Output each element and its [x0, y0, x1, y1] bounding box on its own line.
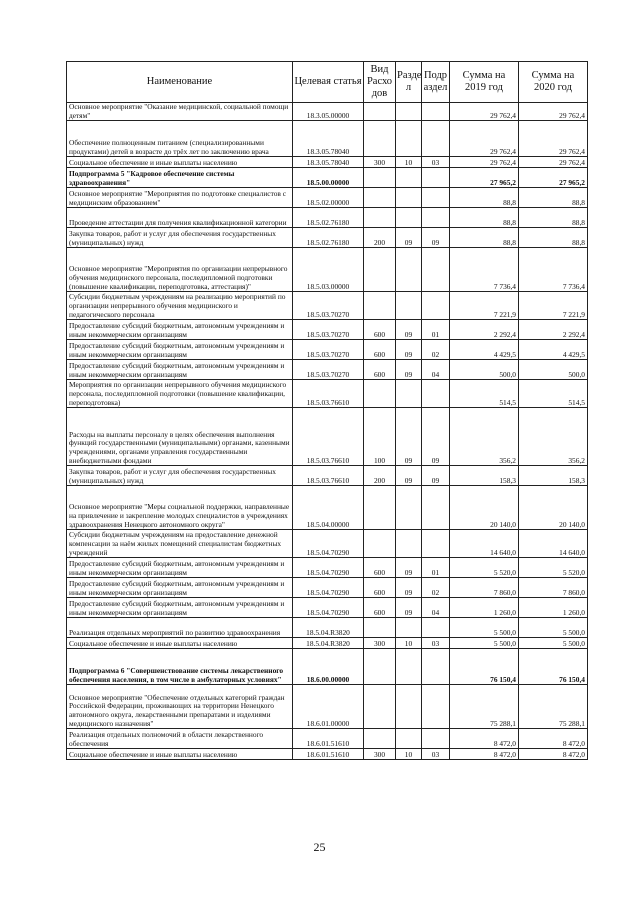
row-name: Обеспечение полноценным питанием (специализированными продуктами) детей в возрасте до трёх лет по заключению врача: [67, 121, 293, 157]
row-name: Предоставление субсидий бюджетным, автономным учреждениям и иным некоммерческим организациям: [67, 360, 293, 380]
row-sum-2020: 8 472,0: [519, 749, 588, 760]
row-rz: [396, 292, 422, 320]
row-name: Расходы на выплаты персоналу в целях обеспечения выполнения функций государственными (муниципальными) органами, казенными учреждениями, органами управления государственными внебюджетными фондами: [67, 408, 293, 466]
row-code: 18.5.04.R3820: [293, 638, 364, 649]
row-rz: [396, 248, 422, 292]
budget-table-sheet: [66, 61, 587, 760]
table-row: [67, 188, 588, 208]
row-name: Подпрограмма 6 "Совершенствование системы лекарственного обеспечения населения, в том числе в амбулаторных условиях": [67, 649, 293, 685]
row-code: 18.5.03.76610: [293, 408, 364, 466]
row-pr: [422, 292, 450, 320]
row-pr: [422, 685, 450, 729]
row-sum-2020: 5 520,0: [519, 558, 588, 578]
row-vid: [364, 530, 396, 558]
row-sum-2019: 7 221,9: [450, 292, 519, 320]
row-code: 18.6.01.00000: [293, 685, 364, 729]
table-row: [67, 340, 588, 360]
row-sum-2019: 5 500,0: [450, 618, 519, 638]
row-pr: 09: [422, 228, 450, 248]
row-name: Подпрограмма 5 "Кадровое обеспечение системы здравоохранения": [67, 168, 293, 188]
row-sum-2019: 88,8: [450, 228, 519, 248]
row-sum-2019: 5 520,0: [450, 558, 519, 578]
row-code: 18.5.02.76180: [293, 228, 364, 248]
row-vid: 300: [364, 638, 396, 649]
row-rz: [396, 530, 422, 558]
row-pr: [422, 380, 450, 408]
row-sum-2019: 514,5: [450, 380, 519, 408]
row-rz: 09: [396, 578, 422, 598]
row-rz: [396, 121, 422, 157]
row-pr: 09: [422, 408, 450, 466]
row-sum-2019: 20 140,0: [450, 486, 519, 530]
row-sum-2019: 75 288,1: [450, 685, 519, 729]
row-pr: [422, 530, 450, 558]
row-code: 18.5.03.70270: [293, 292, 364, 320]
row-code: 18.5.04.70290: [293, 578, 364, 598]
row-vid: 200: [364, 228, 396, 248]
table-row: [67, 208, 588, 228]
row-rz: 09: [396, 558, 422, 578]
table-row: [67, 685, 588, 729]
budget-table: [66, 61, 588, 760]
row-name: Социальное обеспечение и иные выплаты населению: [67, 749, 293, 760]
row-sum-2019: 158,3: [450, 466, 519, 486]
row-vid: [364, 292, 396, 320]
row-code: 18.5.03.76610: [293, 380, 364, 408]
row-pr: 02: [422, 578, 450, 598]
row-sum-2020: 29 762,4: [519, 157, 588, 168]
row-rz: [396, 168, 422, 188]
row-pr: 02: [422, 340, 450, 360]
header-code: Целевая статья: [293, 62, 364, 103]
row-sum-2019: 29 762,4: [450, 103, 519, 121]
row-sum-2019: 8 472,0: [450, 749, 519, 760]
row-code: 18.5.02.76180: [293, 208, 364, 228]
row-pr: [422, 649, 450, 685]
row-sum-2020: 500,0: [519, 360, 588, 380]
header-sum-2020: Сумма на 2020 год: [519, 62, 588, 103]
row-rz: [396, 208, 422, 228]
row-code: 18.6.01.51610: [293, 729, 364, 749]
row-sum-2020: 75 288,1: [519, 685, 588, 729]
row-code: 18.6.01.51610: [293, 749, 364, 760]
row-rz: [396, 103, 422, 121]
row-code: 18.5.04.R3820: [293, 618, 364, 638]
header-vid: Вид Расхо дов: [364, 62, 396, 103]
row-pr: 01: [422, 558, 450, 578]
row-code: 18.5.04.70290: [293, 558, 364, 578]
row-sum-2020: 8 472,0: [519, 729, 588, 749]
row-code: 18.5.04.00000: [293, 486, 364, 530]
row-code: 18.5.03.70270: [293, 360, 364, 380]
row-rz: 10: [396, 638, 422, 649]
row-vid: [364, 103, 396, 121]
row-sum-2019: 7 860,0: [450, 578, 519, 598]
table-row: [67, 638, 588, 649]
row-sum-2019: 2 292,4: [450, 320, 519, 340]
table-row: [67, 103, 588, 121]
row-rz: 10: [396, 157, 422, 168]
table-row: [67, 558, 588, 578]
row-sum-2019: 14 640,0: [450, 530, 519, 558]
row-rz: [396, 486, 422, 530]
row-name: Реализация отдельных мероприятий по развитию здравоохранения: [67, 618, 293, 638]
row-sum-2020: 7 221,9: [519, 292, 588, 320]
table-row: [67, 530, 588, 558]
row-rz: [396, 729, 422, 749]
row-rz: 09: [396, 228, 422, 248]
table-row: [67, 121, 588, 157]
row-pr: [422, 729, 450, 749]
row-vid: 600: [364, 578, 396, 598]
row-name: Предоставление субсидий бюджетным, автономным учреждениям и иным некоммерческим организациям: [67, 320, 293, 340]
row-sum-2020: 29 762,4: [519, 121, 588, 157]
row-rz: [396, 685, 422, 729]
row-pr: [422, 188, 450, 208]
row-pr: 03: [422, 157, 450, 168]
row-rz: [396, 618, 422, 638]
row-name: Предоставление субсидий бюджетным, автономным учреждениям и иным некоммерческим организациям: [67, 598, 293, 618]
row-pr: 03: [422, 749, 450, 760]
row-sum-2020: 4 429,5: [519, 340, 588, 360]
header-sum-2019: Сумма на 2019 год: [450, 62, 519, 103]
row-sum-2020: 88,8: [519, 228, 588, 248]
row-vid: 600: [364, 598, 396, 618]
row-vid: 600: [364, 320, 396, 340]
table-row: [67, 466, 588, 486]
row-rz: 10: [396, 749, 422, 760]
row-pr: [422, 486, 450, 530]
row-name: Основное мероприятие "Меры социальной поддержки, направленные на привлечение и закрепление молодых специалистов в учреждениях здравоохранения Ненецкого автономного округа": [67, 486, 293, 530]
row-pr: [422, 618, 450, 638]
row-sum-2019: 4 429,5: [450, 340, 519, 360]
row-sum-2020: 5 500,0: [519, 618, 588, 638]
row-name: Предоставление субсидий бюджетным, автономным учреждениям и иным некоммерческим организациям: [67, 340, 293, 360]
row-pr: [422, 103, 450, 121]
row-code: 18.5.03.70270: [293, 340, 364, 360]
row-vid: 600: [364, 558, 396, 578]
row-name: Основное мероприятие "Мероприятия по организации непрерывного обучения медицинского персонала, последипломной подготовки (повышение квалификации, переподготовка, аттестация)": [67, 248, 293, 292]
page-number: 25: [313, 840, 326, 854]
row-sum-2019: 29 762,4: [450, 121, 519, 157]
table-row: [67, 320, 588, 340]
row-code: 18.5.03.70270: [293, 320, 364, 340]
row-name: Предоставление субсидий бюджетным, автономным учреждениям и иным некоммерческим организациям: [67, 578, 293, 598]
table-row: [67, 578, 588, 598]
row-name: Основное мероприятие "Оказание медицинской, социальной помощи детям": [67, 103, 293, 121]
row-pr: [422, 248, 450, 292]
row-code: 18.5.03.00000: [293, 248, 364, 292]
table-row: [67, 380, 588, 408]
row-rz: 09: [396, 360, 422, 380]
table-header-row: [67, 62, 588, 103]
row-rz: [396, 188, 422, 208]
row-sum-2019: 8 472,0: [450, 729, 519, 749]
row-name: Закупка товаров, работ и услуг для обеспечения государственных (муниципальных) нужд: [67, 228, 293, 248]
row-vid: [364, 685, 396, 729]
row-code: 18.6.00.00000: [293, 649, 364, 685]
row-vid: [364, 729, 396, 749]
row-code: 18.5.04.70290: [293, 598, 364, 618]
row-rz: 09: [396, 466, 422, 486]
table-row: [67, 360, 588, 380]
row-pr: [422, 121, 450, 157]
row-sum-2019: 88,8: [450, 208, 519, 228]
row-vid: [364, 208, 396, 228]
row-name: Основное мероприятие "Обеспечение отдельных категорий граждан Российской Федерации, проживающих на территории Ненецкого автономного округа, лекарственными препаратами и изделиями медицинского назначения": [67, 685, 293, 729]
table-row: [67, 168, 588, 188]
row-pr: 03: [422, 638, 450, 649]
row-sum-2019: 7 736,4: [450, 248, 519, 292]
header-pr: Подр аздел: [422, 62, 450, 103]
row-sum-2020: 20 140,0: [519, 486, 588, 530]
row-sum-2020: 7 736,4: [519, 248, 588, 292]
row-code: 18.5.00.00000: [293, 168, 364, 188]
row-code: 18.5.03.76610: [293, 466, 364, 486]
row-vid: 200: [364, 466, 396, 486]
row-rz: 09: [396, 598, 422, 618]
row-name: Проведение аттестации для получения квалификационной категории: [67, 208, 293, 228]
row-sum-2020: 1 260,0: [519, 598, 588, 618]
table-row: [67, 248, 588, 292]
row-name: Основное мероприятие "Мероприятия по подготовке специалистов с медицинским образованием": [67, 188, 293, 208]
row-vid: 300: [364, 749, 396, 760]
row-sum-2019: 500,0: [450, 360, 519, 380]
row-sum-2020: 76 150,4: [519, 649, 588, 685]
row-vid: [364, 121, 396, 157]
header-rz: Разде л: [396, 62, 422, 103]
table-row: [67, 292, 588, 320]
header-name: Наименование: [67, 62, 293, 103]
row-name: Реализация отдельных полномочий в области лекарственного обеспечения: [67, 729, 293, 749]
table-row: [67, 729, 588, 749]
row-sum-2020: 514,5: [519, 380, 588, 408]
row-sum-2020: 158,3: [519, 466, 588, 486]
row-sum-2019: 88,8: [450, 188, 519, 208]
row-name: Социальное обеспечение и иные выплаты населению: [67, 638, 293, 649]
table-row: [67, 749, 588, 760]
table-row: [67, 649, 588, 685]
row-sum-2020: 5 500,0: [519, 638, 588, 649]
row-pr: [422, 208, 450, 228]
row-sum-2019: 356,2: [450, 408, 519, 466]
row-name: Социальное обеспечение и иные выплаты населению: [67, 157, 293, 168]
row-vid: 600: [364, 360, 396, 380]
row-sum-2019: 5 500,0: [450, 638, 519, 649]
row-sum-2020: 7 860,0: [519, 578, 588, 598]
row-vid: [364, 486, 396, 530]
row-sum-2020: 14 640,0: [519, 530, 588, 558]
row-pr: [422, 168, 450, 188]
table-row: [67, 618, 588, 638]
row-vid: [364, 248, 396, 292]
row-code: 18.5.02.00000: [293, 188, 364, 208]
row-name: Субсидии бюджетным учреждениям на реализацию мероприятий по организации непрерывного обучения медицинского и педагогического персонала: [67, 292, 293, 320]
row-name: Закупка товаров, работ и услуг для обеспечения государственных (муниципальных) нужд: [67, 466, 293, 486]
row-pr: 09: [422, 466, 450, 486]
table-body: [67, 103, 588, 760]
row-pr: 04: [422, 360, 450, 380]
row-code: 18.3.05.78040: [293, 157, 364, 168]
row-rz: 09: [396, 340, 422, 360]
row-sum-2019: 29 762,4: [450, 157, 519, 168]
row-vid: [364, 649, 396, 685]
row-sum-2020: 2 292,4: [519, 320, 588, 340]
table-row: [67, 486, 588, 530]
row-code: 18.3.05.00000: [293, 103, 364, 121]
row-name: Субсидии бюджетным учреждениям на предоставление денежной компенсации за наём жилых помещений специалистам бюджетных учреждений: [67, 530, 293, 558]
row-vid: [364, 618, 396, 638]
row-sum-2019: 1 260,0: [450, 598, 519, 618]
row-vid: [364, 380, 396, 408]
row-pr: 01: [422, 320, 450, 340]
row-rz: 09: [396, 408, 422, 466]
row-vid: 600: [364, 340, 396, 360]
table-row: [67, 157, 588, 168]
row-vid: 100: [364, 408, 396, 466]
row-sum-2020: 27 965,2: [519, 168, 588, 188]
row-pr: 04: [422, 598, 450, 618]
row-name: Предоставление субсидий бюджетным, автономным учреждениям и иным некоммерческим организациям: [67, 558, 293, 578]
row-rz: [396, 649, 422, 685]
row-code: 18.3.05.78040: [293, 121, 364, 157]
row-vid: [364, 188, 396, 208]
row-sum-2020: 356,2: [519, 408, 588, 466]
row-sum-2020: 88,8: [519, 188, 588, 208]
row-vid: [364, 168, 396, 188]
row-sum-2020: 29 762,4: [519, 103, 588, 121]
table-row: [67, 408, 588, 466]
row-vid: 300: [364, 157, 396, 168]
row-code: 18.5.04.70290: [293, 530, 364, 558]
table-row: [67, 598, 588, 618]
row-rz: [396, 380, 422, 408]
row-sum-2020: 88,8: [519, 208, 588, 228]
row-name: Мероприятия по организации непрерывного обучения медицинского персонала, последипломной подготовки (повышение квалификации, переподготовка): [67, 380, 293, 408]
row-sum-2019: 76 150,4: [450, 649, 519, 685]
row-sum-2019: 27 965,2: [450, 168, 519, 188]
row-rz: 09: [396, 320, 422, 340]
table-row: [67, 228, 588, 248]
